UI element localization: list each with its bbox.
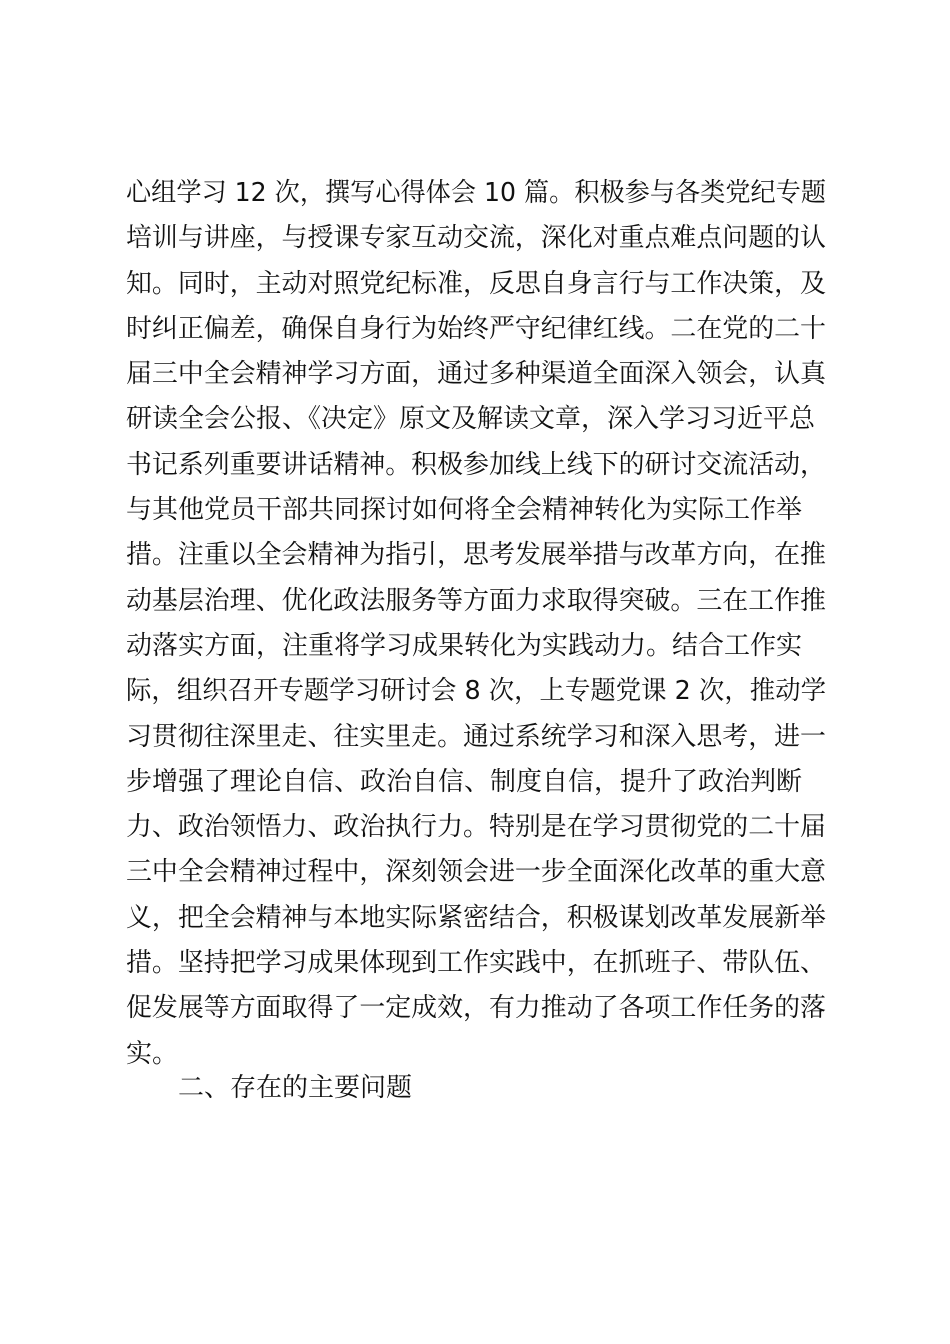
paragraph-line: 动落实方面，注重将学习成果转化为实践动力。结合工作实 <box>126 630 803 661</box>
paragraph-line: 力、政治领悟力、政治执行力。特别是在学习贯彻党的二十届 <box>126 812 826 843</box>
paragraph-line: 研读全会公报、《决定》原文及解读文章，深入学习习近平总 <box>126 404 816 435</box>
paragraph-line: 知。同时，主动对照党纪标准，反思自身言行与工作决策，及 <box>126 268 826 299</box>
paragraph-line: 习贯彻往深里走、往实里走。通过系统学习和深入思考，进一 <box>126 721 826 752</box>
paragraph-line: 措。注重以全会精神为指引，思考发展举措与改革方向，在推 <box>126 540 826 571</box>
section-heading: 二、存在的主要问题 <box>178 1073 413 1103</box>
paragraph-line: 际，组织召开专题学习研讨会 8 次，上专题党课 2 次，推动学 <box>126 676 826 707</box>
paragraph-line: 步增强了理论自信、政治自信、制度自信，提升了政治判断 <box>126 766 803 797</box>
paragraph-line: 三中全会精神过程中，深刻领会进一步全面深化改革的重大意 <box>126 857 826 888</box>
paragraph-line: 书记系列重要讲话精神。积极参加线上线下的研讨交流活动， <box>126 449 826 480</box>
paragraph-line: 届三中全会精神学习方面，通过多种渠道全面深入领会，认真 <box>126 359 826 390</box>
paragraph-line: 与其他党员干部共同探讨如何将全会精神转化为实际工作举 <box>126 495 803 526</box>
paragraph-line: 促发展等方面取得了一定成效，有力推动了各项工作任务的落 <box>126 993 826 1024</box>
paragraph-line: 实。 <box>126 1038 179 1069</box>
paragraph-line: 培训与讲座，与授课专家互动交流，深化对重点难点问题的认 <box>126 223 826 254</box>
paragraph-line: 心组学习 12 次，撰写心得体会 10 篇。积极参与各类党纪专题 <box>126 178 826 208</box>
paragraph-line: 措。坚持把学习成果体现到工作实践中，在抓班子、带队伍、 <box>126 948 826 979</box>
paragraph-line: 义，把全会精神与本地实际紧密结合，积极谋划改革发展新举 <box>126 902 826 933</box>
paragraph-line: 动基层治理、优化政法服务等方面力求取得突破。三在工作推 <box>126 585 826 616</box>
paragraph-line: 时纠正偏差，确保自身行为始终严守纪律红线。二在党的二十 <box>126 313 826 344</box>
body-paragraph <box>126 171 849 1077</box>
